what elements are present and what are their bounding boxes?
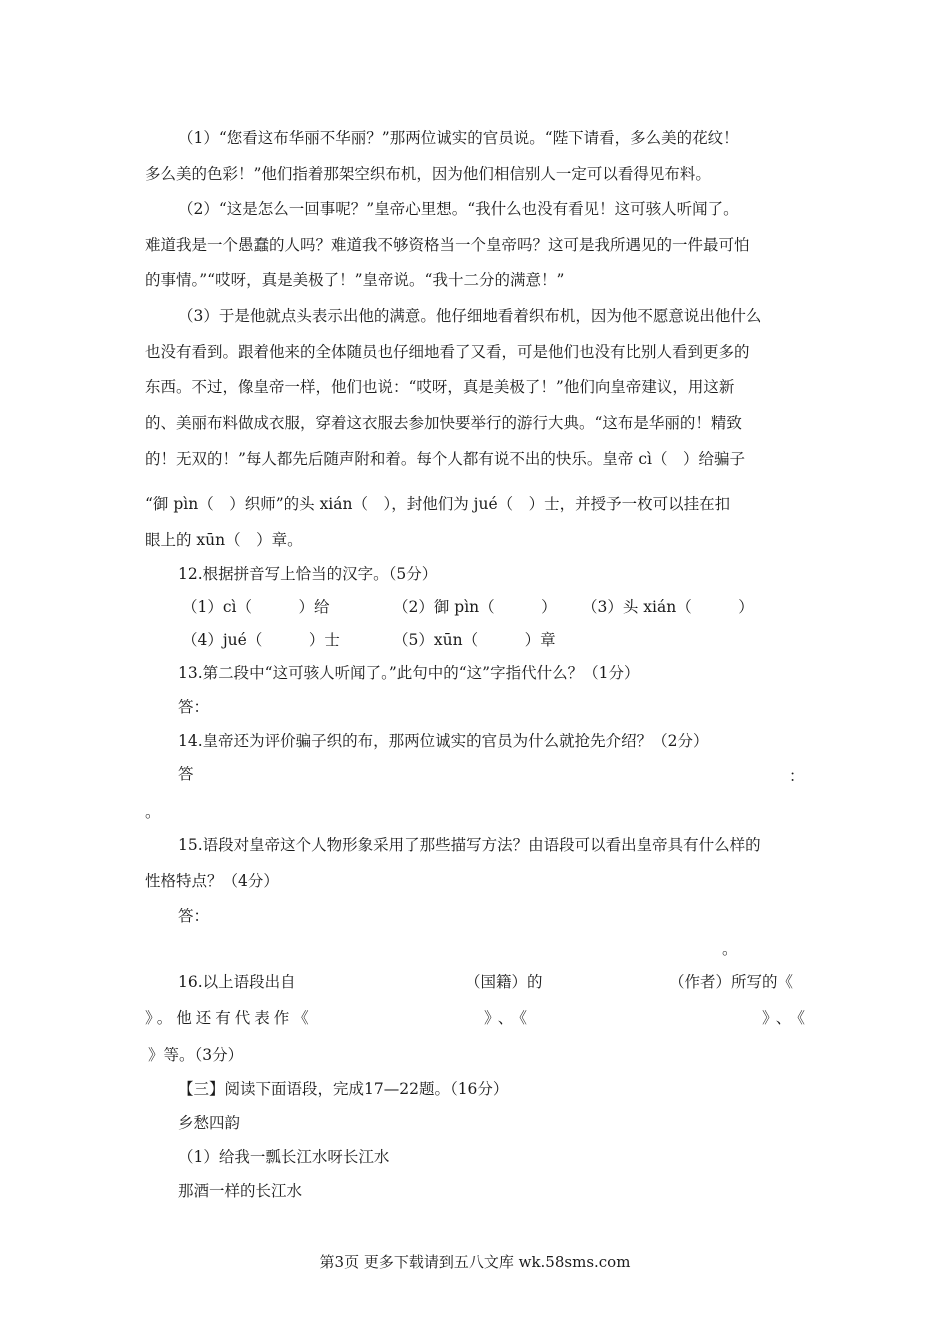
passage-p1-line-1: （1）“您看这布华丽不华丽？”那两位诚实的官员说。“陛下请看，多么美的花纹！ [178,129,739,147]
poem-line-2: 那酒一样的长江水 [178,1182,303,1200]
q14-answer-label: 答 [178,765,194,783]
poem-line-1: （1）给我一瓢长江水呀长江水 [178,1148,390,1166]
q14-title: 14.皇帝还为评价骗子织的布，那两位诚实的官员为什么就抢先介绍？（2分） [178,732,709,750]
q13-title: 13.第二段中“这可骇人听闻了。”此句中的“这”字指代什么？（1分） [178,664,640,682]
q13-answer-label: 答： [178,698,210,716]
q12-blank-3: （3）头 xián（ ） [582,598,754,616]
passage-p2-line-2: 难道我是一个愚蠢的人吗？难道我不够资格当一个皇帝吗？这可是我所遇见的一件最可怕 [145,236,750,254]
passage-p1-line-2: 多么美的色彩！”他们指着那架空织布机，因为他们相信别人一定可以看得见布料。 [145,165,711,183]
q16-line1-part1: 16.以上语段出自 [178,973,296,991]
q12-blank-2: （2）御 pìn（ ） [393,598,557,616]
q16-line1-part3: （作者）所写的《 [669,973,794,991]
passage-p2-line-1: （2）“这是怎么一回事呢？”皇帝心里想。“我什么也没有看见！这可骇人听闻了。 [178,200,739,218]
q12-blank-4: （4）jué（ ）士 [182,631,340,649]
passage-p3-line-1: （3）于是他就点头表示出他的满意。他仔细地看着织布机，因为他不愿意说出他什么 [178,307,762,325]
q12-blank-1: （1）cì（ ）给 [182,598,330,616]
passage-p3-line-2: 也没有看到。跟着他来的全体随员也仔细地看了又看，可是他们也没有比别人看到更多的 [145,343,750,361]
page-footer: 第3页 更多下载请到五八文库 wk.58sms.com [319,1253,631,1271]
q14-end-mark: 。 [145,803,161,821]
q16-line3: 》等。（3分） [148,1046,244,1064]
q16-line2-part3: 》、《 [762,1009,812,1027]
q12-title: 12.根据拼音写上恰当的汉字。（5分） [178,565,438,583]
q14-answer-colon: ： [789,767,805,785]
q15-answer-label: 答： [178,907,210,925]
passage-p3-line-7: 眼上的 xūn（ ）章。 [145,531,303,549]
q15-title-line-2: 性格特点？（4分） [145,872,279,890]
section3-heading: 【三】阅读下面语段，完成17—22题。（16分） [178,1080,509,1098]
q15-end-mark: 。 [722,940,738,958]
passage-p3-line-4: 的、美丽布料做成衣服，穿着这衣服去参加快要举行的游行大典。“这布是华丽的！精致 [145,414,742,432]
poem-title: 乡愁四韵 [178,1114,241,1132]
q16-line2-part1: 》。他还有代表作《 [145,1009,313,1027]
q15-title-line-1: 15.语段对皇帝这个人物形象采用了那些描写方法？由语段可以看出皇帝具有什么样的 [178,836,761,854]
q16-line1-part2: （国籍）的 [465,973,543,991]
passage-p3-line-6: “御 pìn（ ）织师”的头 xián（ ），封他们为 jué（ ）士，并授予一枚可以挂在扣 [145,495,731,513]
q12-blank-5: （5）xūn（ ）章 [393,631,556,649]
passage-p2-line-3: 的事情。”“哎呀，真是美极了！”皇帝说。“我十二分的满意！” [145,271,565,289]
passage-p3-line-3: 东西。不过，像皇帝一样，他们也说：“哎呀，真是美极了！”他们向皇帝建议，用这新 [145,378,735,396]
passage-p3-line-5: 的！无双的！”每人都先后随声附和着。每个人都有说不出的快乐。皇帝 cì（ ）给骗子 [145,450,745,468]
q16-line2-part2: 》、《 [484,1009,534,1027]
